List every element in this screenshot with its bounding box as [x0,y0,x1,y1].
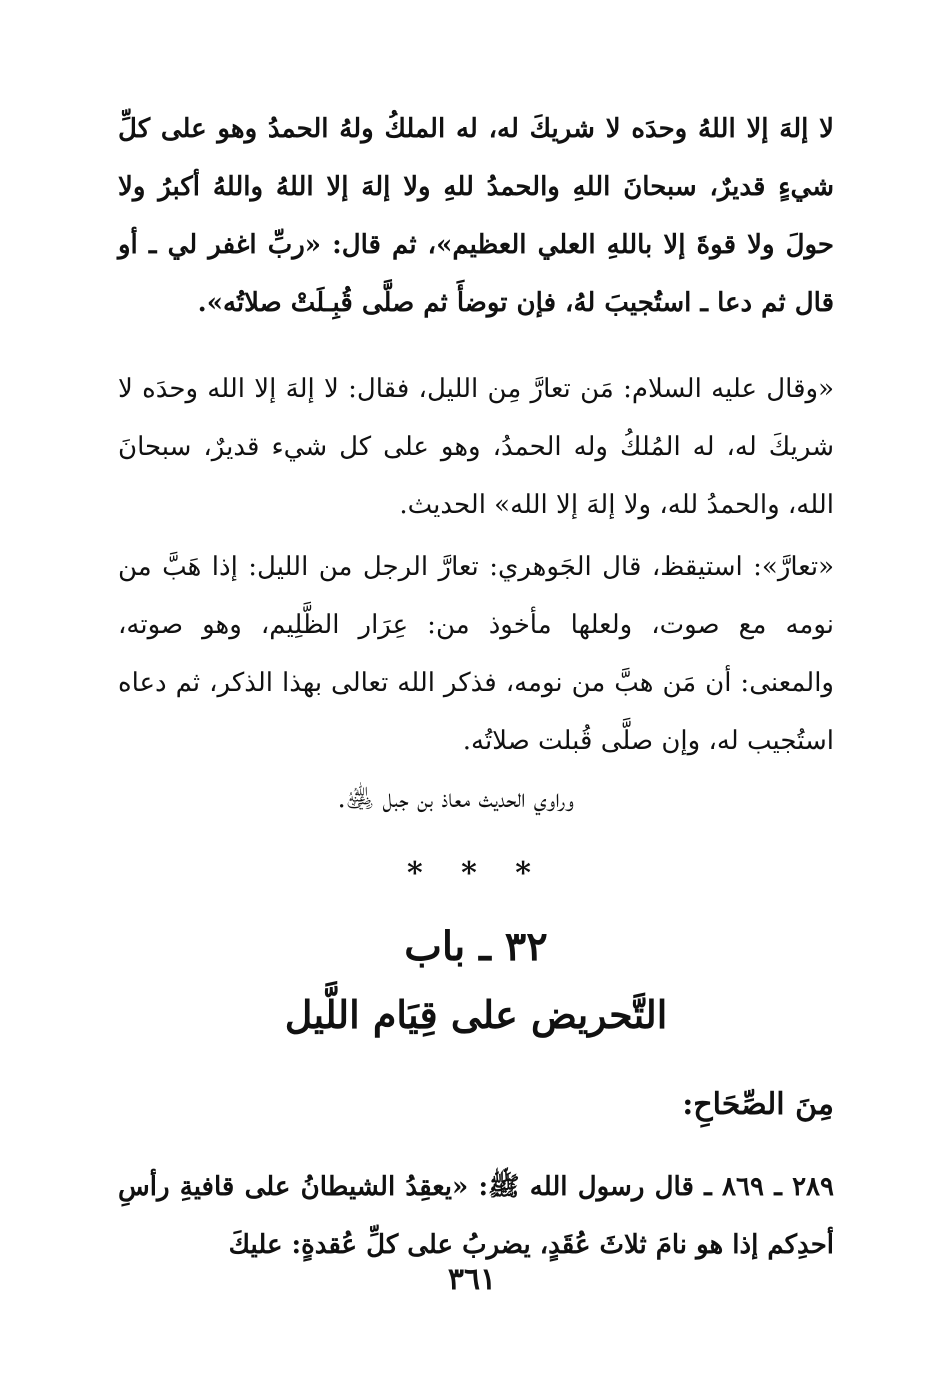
paragraph-narrator: وراوي الحديث معاذ بن جبل ﵁. [337,784,574,814]
paragraph-hadith-continuation: لا إلهَ إلا اللهُ وحدَه لا شريكَ له، له الملكُ ولهُ الحمدُ وهو على كلِّ شيءٍ قديرٌ، سبحانَ اللهِ والحمدُ للهِ ولا إلهَ إلا اللهُ واللهُ أكبرُ ولا حولَ ولا قوةَ إلا باللهِ العلي العظيم»، ثم قال: «ربِّ اغفر لي ـ أو قال ثم دعا ـ استُجيبَ لهُ، فإن توضأَ ثم صلَّى قُبِـلَتْ صلاتُه». [118,114,834,318]
paragraph-hadith: ٢٨٩ ـ ٨٦٩ ـ قال رسول الله ﷺ: «يعقِدُ الشيطانُ على قافيةِ رأسِ أحدِكم إذا هو نامَ ثلاثَ عُقَدٍ، يضربُ على كلِّ عُقدةٍ: عليكَ [118,1172,834,1260]
page-number: ٣٦١ [447,1262,497,1297]
page-body [118,100,834,1274]
chapter-number: ٣٢ ـ باب [404,923,548,970]
section-separator: * * * [407,856,545,891]
paragraph-commentary-quote: «وقال عليه السلام: مَن تعارَّ مِن الليل، فقال: لا إلهَ إلا الله وحدَه لا شريكَ له، له المُلكُ وله الحمدُ، وهو على كل شيء قديرٌ، سبحانَ الله، والحمدُ لله، ولا إلهَ إلا الله» الحديث. [118,374,834,520]
paragraph-commentary-explanation: «تعارَّ»: استيقظ، قال الجَوهري: تعارَّ الرجل من الليل: إذا هَبَّ من نومه مع صوت، ولعلها مأخوذ من: عِرَار الظَّلِيم، وهو صوته، والمعنى: أن مَن هبَّ من نومه، فذكر الله تعالى بهذا الذكر، ثم دعاه استُجيب له، وإن صلَّى قُبلت صلاتُه. [118,552,834,756]
chapter-title: التَّحريض على قِيَام اللَّيل [284,992,668,1037]
section-label: مِنَ الصِّحَاحِ: [682,1087,834,1122]
